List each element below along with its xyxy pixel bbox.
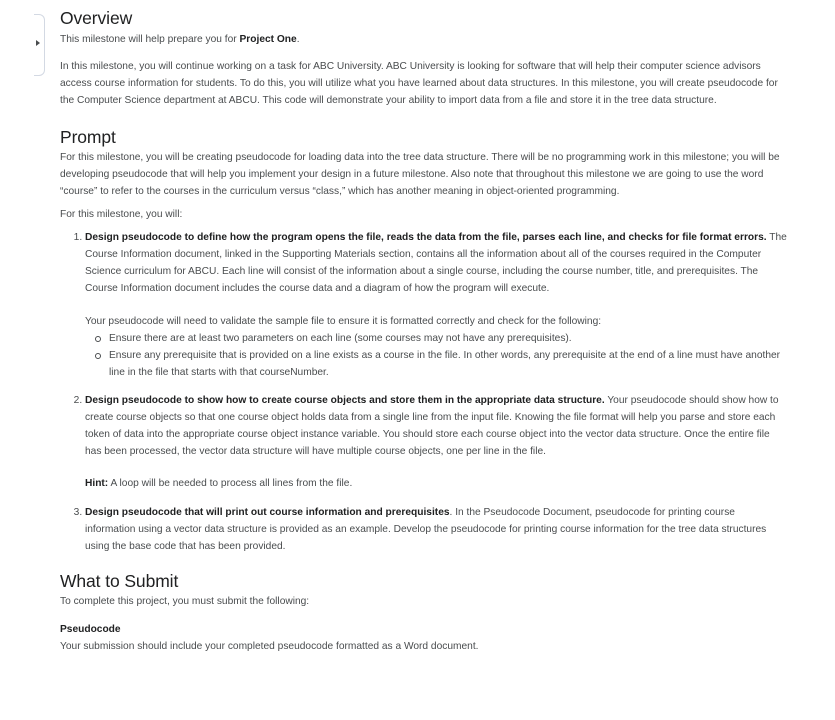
list-item: Ensure there are at least two parameters on each line (some courses may not have any prerequisites). — [109, 330, 788, 347]
submit-lead: To complete this project, you must submit the following: — [60, 596, 310, 607]
project-one-text: Project One — [239, 34, 297, 45]
overview-intro: This milestone will help prepare you for Project One. — [60, 34, 300, 45]
caret-right-icon — [36, 40, 40, 46]
what-to-submit-heading: What to Submit — [60, 571, 179, 591]
hint-paragraph: Hint: A loop will be needed to process all lines from the file. — [85, 478, 353, 489]
list-item: Ensure any prerequisite that is provided on a line exists as a course in the file. In other words, any prerequisite at the end of a line must have another line in the file that starts with that courseNumber. — [109, 347, 788, 381]
list-item: 3. Design pseudocode that will print out course information and prerequisites. In the Pseudocode Document, pseudocode for printing course information using a vector data structure is provided as an example. Develop the pseudocode for printing course information for the tree data structures using the base code that has been provided. — [85, 504, 788, 555]
document-content — [60, 6, 788, 655]
validation-bullets — [85, 330, 788, 381]
pseudocode-description: Your submission should include your completed pseudocode formatted as a Word document. — [60, 641, 479, 652]
prompt-lead: For this milestone, you will: — [60, 209, 183, 220]
milestone-task-list — [60, 229, 788, 555]
prompt-heading: Prompt — [60, 127, 116, 147]
pseudocode-title: Pseudocode — [60, 624, 121, 635]
prompt-paragraph: For this milestone, you will be creating pseudocode for loading data into the tree data structure. There will be no programming work in this milestone; you will be developing pseudocode that will help you implement your design in a future milestone. Also note that throughout this milestone we are going to use the word “course” to refer to the courses in the curriculum versus “class,” which has another meaning in object-oriented programming. — [60, 152, 780, 197]
overview-paragraph: In this milestone, you will continue working on a task for ABC University. ABC University is looking for software that will help their computer science advisors access course information for students. To do this, you will utilize what you have learned about data structures. In this milestone, you will create pseudocode for the Computer Science department at ABCU. This code will demonstrate your ability to import data from a file and store it in the tree data structure. — [60, 61, 778, 106]
side-panel-toggle[interactable] — [34, 14, 45, 76]
list-item: 2. Design pseudocode to show how to create course objects and store them in the appropriate data structure. Your pseudocode should show how to create course objects so that one course object holds data from a single line from the input file. Knowing the file format will help you parse and store each token of data into the appropriate course object instance variable. You should store each course object into the vector data structure. Once the entire file has been processed, the vector data structure will have multiple course objects, one per line in the file. Hint: A loop will be needed to process all lines from the file. — [85, 392, 788, 492]
overview-heading: Overview — [60, 8, 133, 28]
validation-lead: Your pseudocode will need to validate the sample file to ensure it is formatted correctly and check for the following: — [85, 316, 602, 327]
list-item: 1. Design pseudocode to define how the program opens the file, reads the data from the file, parses each line, and checks for file format errors. The Course Information document, linked in the Supporting Materials section, contains all the information about all of the courses required in the Computer Science curriculum for ABCU. Each line will consist of the information about a single course, including the course number, title, and prerequisites. The Course Information document includes the course data and a diagram of how the program will execute. Your pseudocode will need to validate the sample file to ensure it is formatted correctly and check for the following: Ensure there are at least two parameters on each line (some courses may not have any prerequisites). Ensure any prerequisite that is provided on a line exists as a course in the file. In other words, any prerequisite at the end of a line must have another line in the file that starts with that courseNumber. — [85, 229, 788, 381]
